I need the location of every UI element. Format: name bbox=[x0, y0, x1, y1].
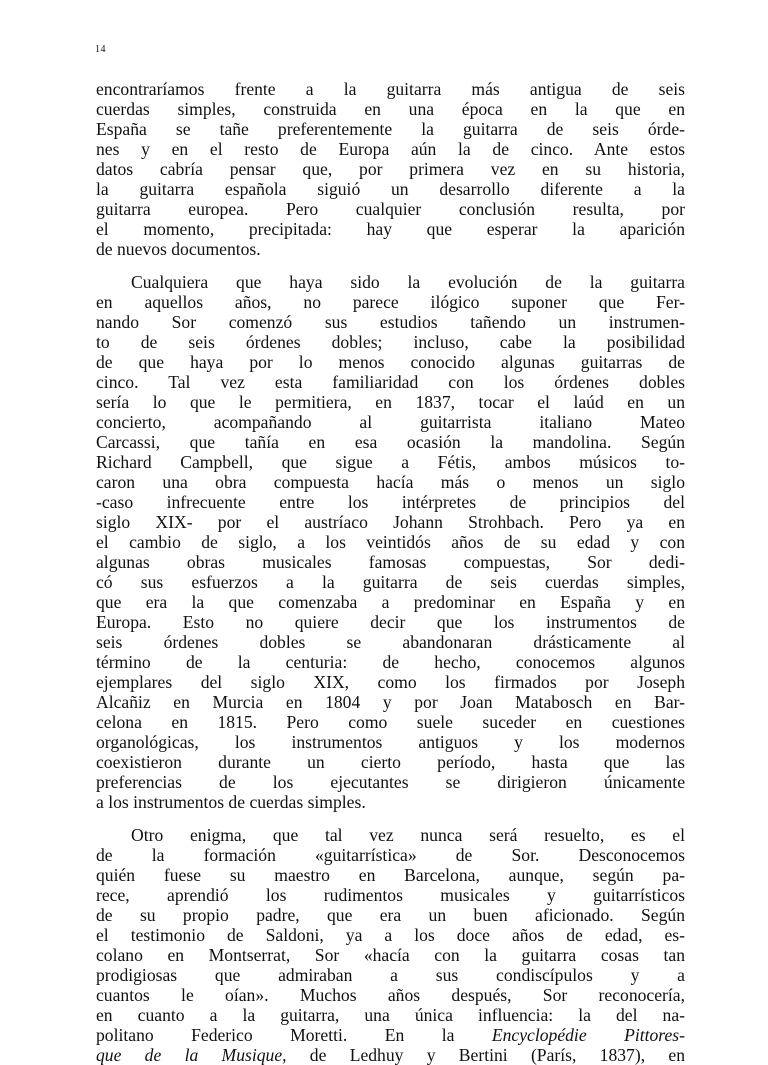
text-line: preferencias de los ejecutantes se dirigieron únicamente bbox=[96, 772, 685, 792]
text-line: concierto, acompañando al guitarrista italiano Mateo bbox=[96, 412, 685, 432]
text-line: datos cabría pensar que, por primera vez en su historia, bbox=[96, 159, 685, 179]
text-line: Alcañiz en Murcia en 1804 y por Joan Matabosch en Bar- bbox=[96, 692, 685, 712]
text-line: en cuanto a la guitarra, una única influencia: la del na- bbox=[96, 1005, 685, 1025]
text-line: rece, aprendió los rudimentos musicales y guitarrísticos bbox=[96, 885, 685, 905]
text-line: en aquellos años, no parece ilógico suponer que Fer- bbox=[96, 292, 685, 312]
text-line: cuerdas simples, construida en una época en la que en bbox=[96, 99, 685, 119]
text-line: Richard Campbell, que sigue a Fétis, ambos músicos to- bbox=[96, 452, 685, 472]
text-line: la guitarra española siguió un desarrollo diferente a la bbox=[96, 179, 685, 199]
text-line: el momento, precipitada: hay que esperar la aparición bbox=[96, 219, 685, 239]
text-line: de la formación «guitarrística» de Sor. Desconocemos bbox=[96, 845, 685, 865]
text-line: coexistieron durante un cierto período, hasta que las bbox=[96, 752, 685, 772]
text-line: cinco. Tal vez esta familiaridad con los órdenes dobles bbox=[96, 372, 685, 392]
italic-title: que de la Musique, bbox=[96, 1045, 287, 1065]
text-line: ejemplares del siglo XIX, como los firmados por Joseph bbox=[96, 672, 685, 692]
text-line: el cambio de siglo, a los veintidós años de su edad y con bbox=[96, 532, 685, 552]
text-line: caron una obra compuesta hacía más o menos un siglo bbox=[96, 472, 685, 492]
text-line: Cualquiera que haya sido la evolución de la guitarra bbox=[131, 272, 685, 292]
text-line: Otro enigma, que tal vez nunca será resuelto, es el bbox=[131, 825, 685, 845]
text-line-with-italic bbox=[96, 1045, 685, 1065]
text-line: to de seis órdenes dobles; incluso, cabe la posibilidad bbox=[96, 332, 685, 352]
text-line: que era la que comenzaba a predominar en España y en bbox=[96, 592, 685, 612]
text-line: de su propio padre, que era un buen aficionado. Según bbox=[96, 905, 685, 925]
text-line: Carcassi, que tañía en esa ocasión la mandolina. Según bbox=[96, 432, 685, 452]
text-line: algunas obras musicales famosas compuestas, Sor dedi- bbox=[96, 552, 685, 572]
text-line: guitarra europea. Pero cualquier conclusión resulta, por bbox=[96, 199, 685, 219]
text-line: celona en 1815. Pero como suele suceder en cuestiones bbox=[96, 712, 685, 732]
text-line: có sus esfuerzos a la guitarra de seis cuerdas simples, bbox=[96, 572, 685, 592]
text-segment: de Ledhuy y Bertini (París, 1837), en bbox=[286, 1045, 685, 1065]
text-line: Europa. Esto no quiere decir que los instrumentos de bbox=[96, 612, 685, 632]
text-line: siglo XIX- por el austríaco Johann Strohbach. Pero ya en bbox=[96, 512, 685, 532]
text-line: -caso infrecuente entre los intérpretes de principios del bbox=[96, 492, 685, 512]
italic-title: Encyclopédie Pittores- bbox=[491, 1025, 685, 1045]
text-line: de que haya por lo menos conocido algunas guitarras de bbox=[96, 352, 685, 372]
text-line: a los instrumentos de cuerdas simples. bbox=[96, 792, 366, 812]
text-line: quién fuese su maestro en Barcelona, aunque, según pa- bbox=[96, 865, 685, 885]
text-line: el testimonio de Saldoni, ya a los doce años de edad, es- bbox=[96, 925, 685, 945]
text-line: colano en Montserrat, Sor «hacía con la guitarra cosas tan bbox=[96, 945, 685, 965]
text-line: seis órdenes dobles se abandonaran drásticamente al bbox=[96, 632, 685, 652]
text-line: nando Sor comenzó sus estudios tañendo un instrumen- bbox=[96, 312, 685, 332]
text-segment: politano Federico Moretti. En la bbox=[96, 1025, 492, 1045]
page-number: 14 bbox=[95, 44, 106, 55]
text-line: sería lo que le permitiera, en 1837, tocar el laúd en un bbox=[96, 392, 685, 412]
text-line: de nuevos documentos. bbox=[96, 239, 261, 259]
text-line-with-italic bbox=[96, 1025, 685, 1045]
text-line: cuantos le oían». Muchos años después, Sor reconocería, bbox=[96, 985, 685, 1005]
text-line: organológicas, los instrumentos antiguos y los modernos bbox=[96, 732, 685, 752]
text-line: España se tañe preferentemente la guitarra de seis órde- bbox=[96, 119, 685, 139]
text-line: término de la centuria: de hecho, conocemos algunos bbox=[96, 652, 685, 672]
text-line: encontraríamos frente a la guitarra más antigua de seis bbox=[96, 79, 685, 99]
text-line: prodigiosas que admiraban a sus condiscípulos y a bbox=[96, 965, 685, 985]
text-line: nes y en el resto de Europa aún la de cinco. Ante estos bbox=[96, 139, 685, 159]
